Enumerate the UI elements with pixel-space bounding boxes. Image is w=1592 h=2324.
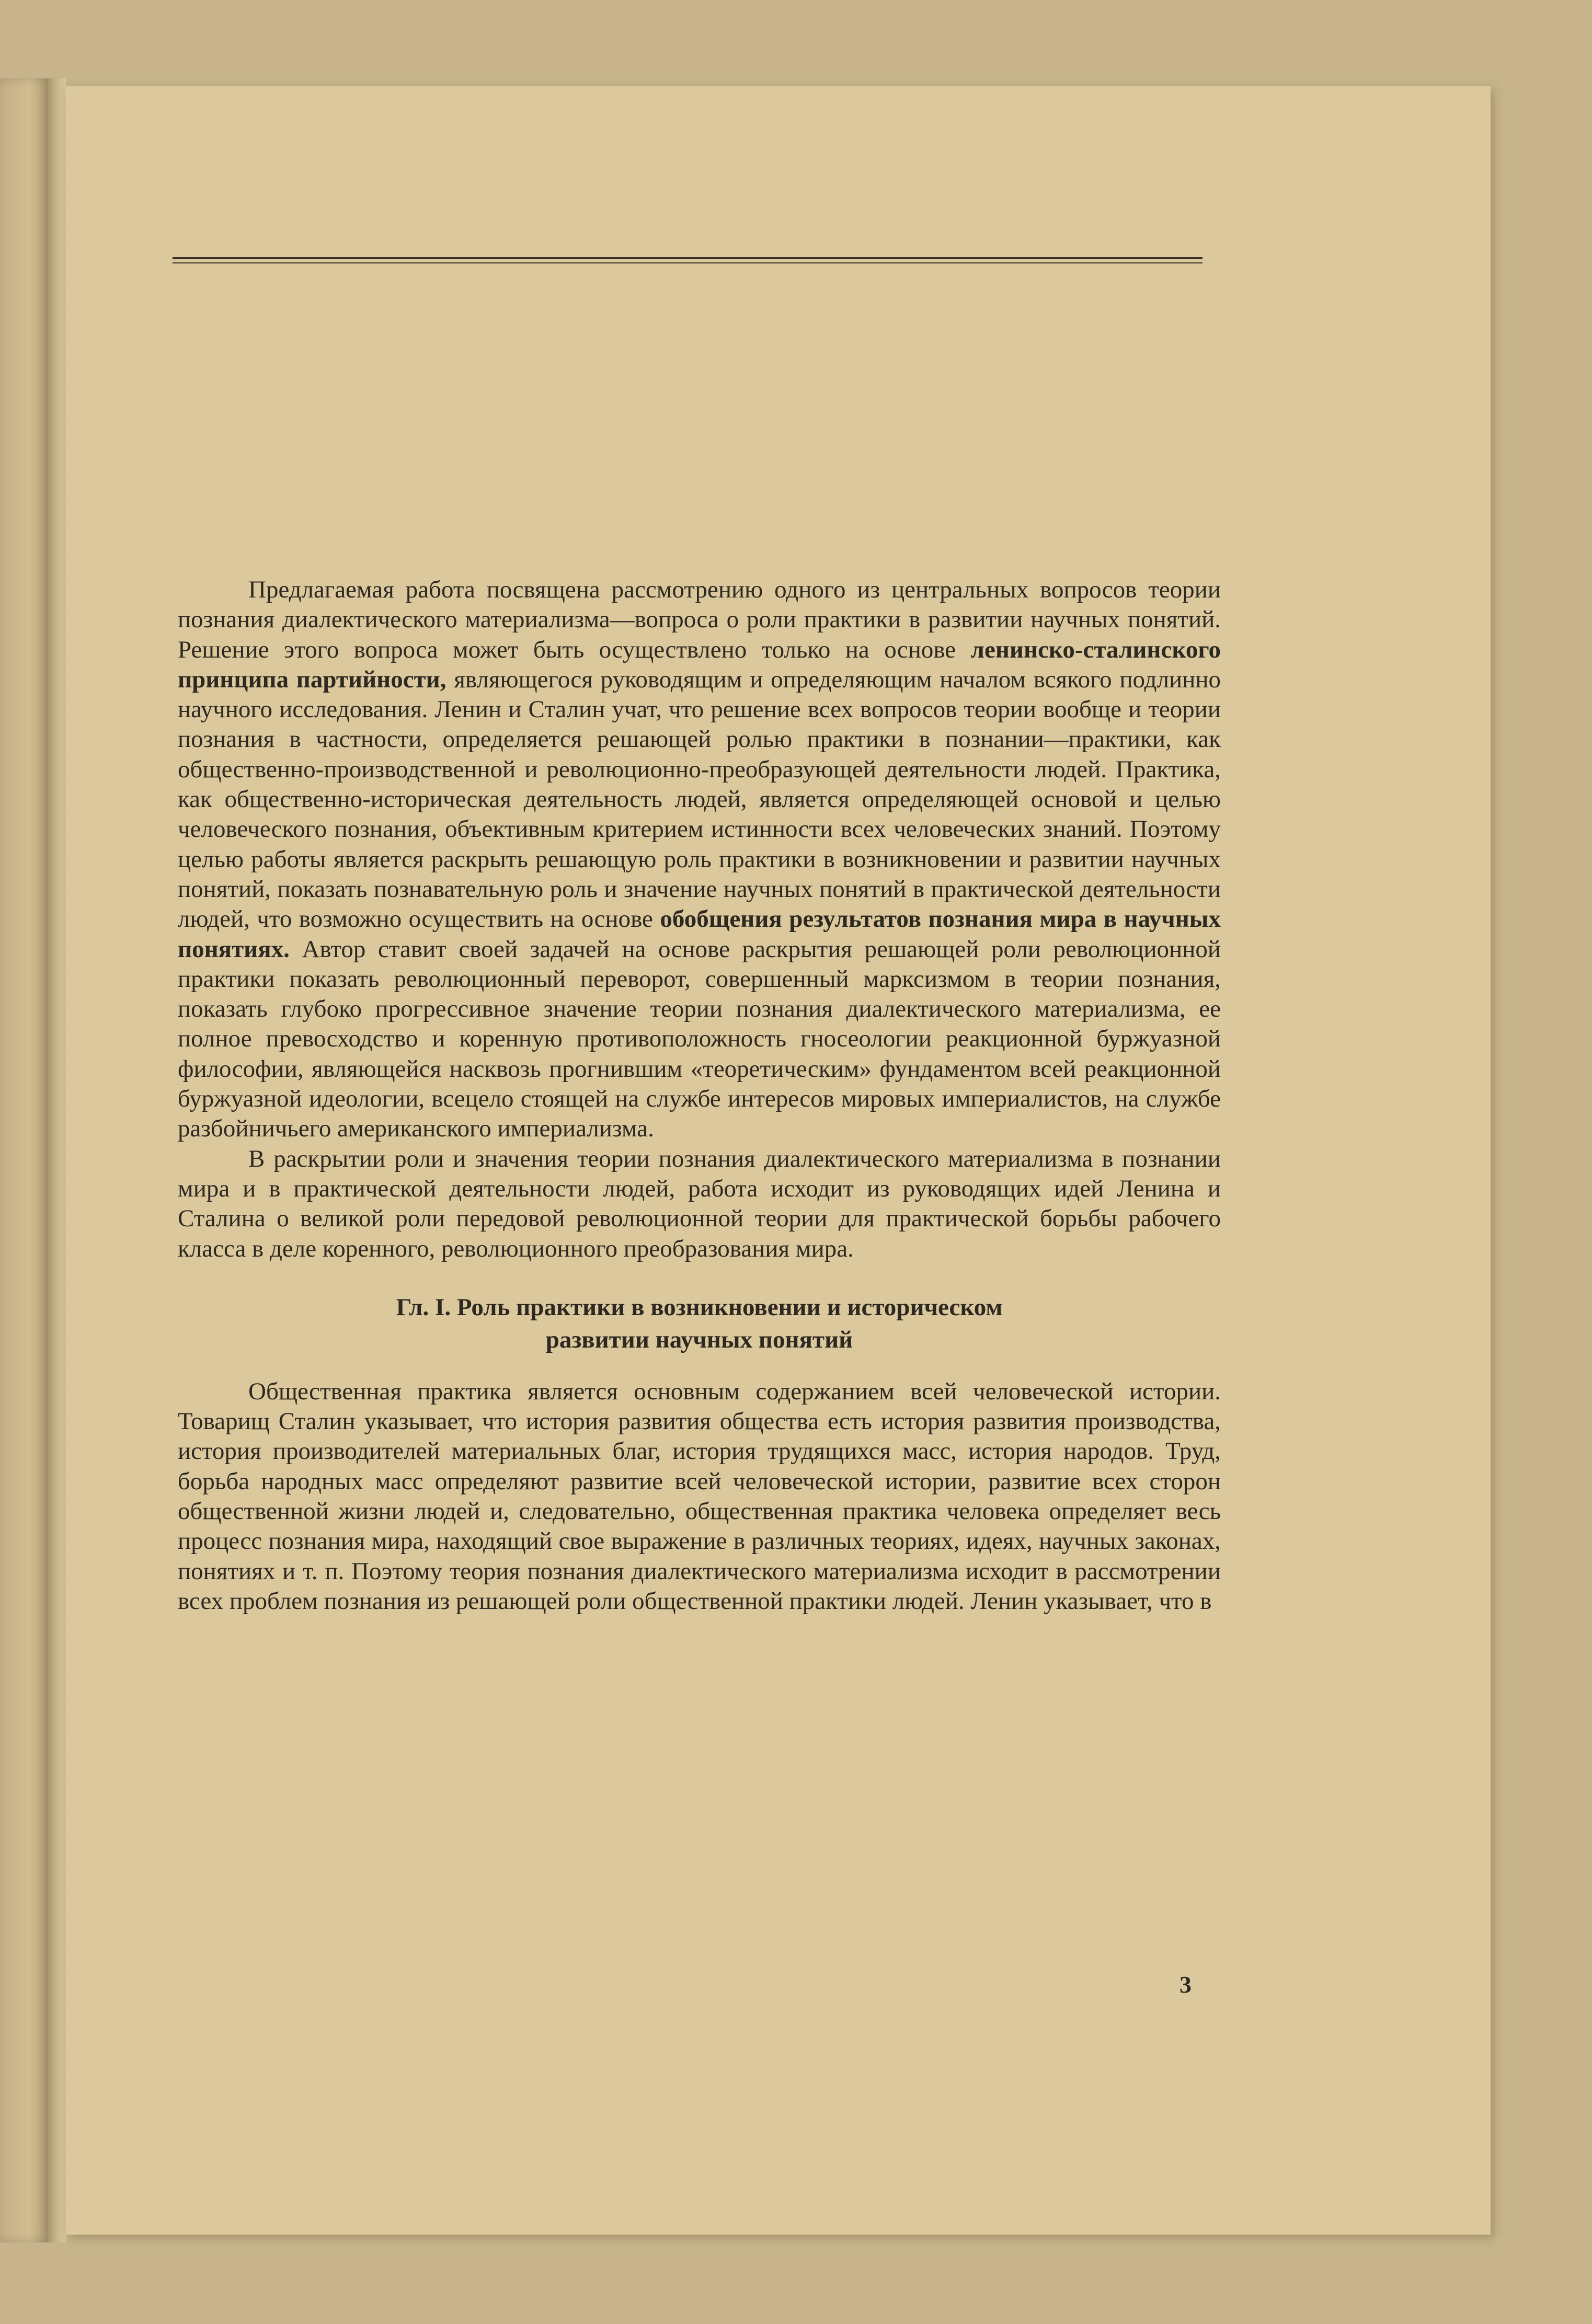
intro-bold-partiinost: ленинско-сталинского принципа партийности,: [178, 636, 1221, 693]
intro-bold-obobshchenie: обобщения результатов познания мира в научных понятиях.: [178, 905, 1221, 963]
chapter-heading-line2: развитии научных понятий: [545, 1326, 853, 1353]
page-number: 3: [1179, 1971, 1192, 1998]
header-rule: [173, 257, 1202, 259]
intro-text-part2: являющегося руководящим и определяющим началом всякого подлинно научного исследования. Ленин и Сталин учат, что решение всех вопросов теории вообще и теории познания в частности, определяется решающей ролью практики в познании—практики, как общественно-производственной и революционно-преобразующей деятельности людей. Практика, как общественно-историческая деятельность людей, является определяющей основой и целью человеческого познания, объективным критерием истинности всех человеческих знаний. Поэтому целью работы является раскрыть решающую роль практики в возникновении и развитии научных понятий, показать познавательную роль и значение научных понятий в практической деятельности людей, что возможно осуществить на основе: [178, 665, 1221, 933]
book-gutter: [48, 78, 66, 2242]
intro-text-part1: Предлагаемая работа посвящена рассмотрению одного из центральных вопросов теории познания диалектического материализма—вопроса о роли практики в развитии научных понятий. Решение этого вопроса может быть осуществлено только на основе: [178, 576, 1221, 663]
intro-text-part3: Автор ставит своей задачей на основе раскрытия решающей роли революционной практики показать революционный переворот, совершенный марксизмом в теории познания, показать глубоко прогрессивное значение теории познания диалектического материализма, ее полное превосходство и коренную противоположность гносеологии реакционной буржуазной философии, являющейся насквозь прогнившим «теоретическим» фундаментом всей реакционной буржуазной идеологии, всецело стоящей на службе интересов мировых империалистов, на службе разбойничьего американского империализма.: [178, 935, 1221, 1143]
left-page-edge: [0, 78, 48, 2242]
chapter-heading-line1: Гл. I. Роль практики в возникновении и историческом: [396, 1293, 1003, 1321]
page-body: [178, 575, 1221, 1616]
header-rule-thin: [173, 262, 1202, 263]
chapter-paragraph: Общественная практика является основным содержанием всей человеческой истории. Товарищ Сталин указывает, что история развития общества есть история развития производства, история производителей материальных благ, история трудящихся масс, история народов. Труд, борьба народных масс определяют развитие всей человеческой истории, развитие всех сторон общественной жизни людей и, следовательно, общественная практика человека определяет весь процесс познания мира, находящий свое выражение в различных теориях, идеях, научных законах, понятиях и т. п. Поэтому теория познания диалектического материализма исходит в рассмотрении всех проблем познания из решающей роли общественной практики людей. Ленин указывает, что в: [178, 1377, 1221, 1615]
chapter-heading: [178, 1291, 1221, 1356]
second-paragraph: В раскрытии роли и значения теории познания диалектического материализма в познании мира и в практической деятельности людей, работа исходит из руководящих идей Ленина и Сталина о великой роли передовой революционной теории для практической борьбы рабочего класса в деле коренного, революционного преобразования мира.: [178, 1145, 1221, 1262]
intro-paragraph: [178, 575, 1221, 1144]
